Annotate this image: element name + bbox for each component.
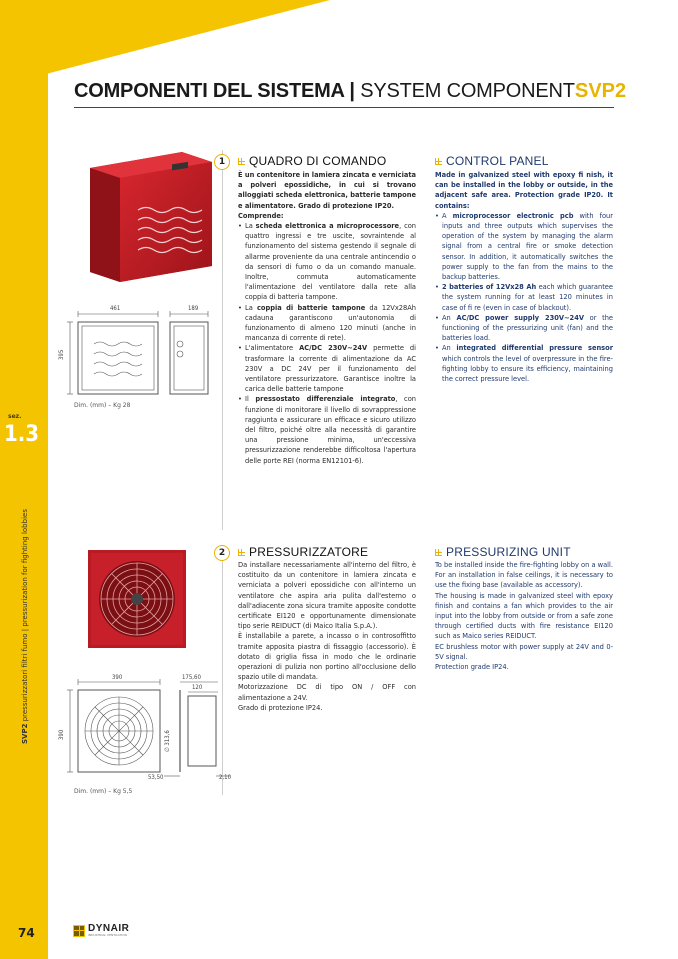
section-number-1: 1 [214,154,230,170]
list-item: • An AC/DC power supply 230V~24V or the functioning of the pressurizing unit (fan) and the batteries load. [435,313,613,344]
pressurizer-drawing [60,676,235,788]
paragraph: È installabile a parete, a incasso o in controsoffitto tramite apposita piastra di fissaggio (accessorio). È dotato di griglia fissa in modo che le ordinarie operazioni di pulizia non portino all'occlusione dello spazio utile di mandata. [238,631,416,682]
heading-control-panel [435,154,549,168]
heading-pressurizing-unit [435,545,571,559]
heading-text: PRESSURIZING UNIT [446,545,571,559]
heading-text: CONTROL PANEL [446,154,549,168]
dim-thickness: 2,10 [219,774,232,781]
paragraph: EC brushless motor with power supply at 24V and 0-5V signal. [435,641,613,661]
dim-height: 395 [58,349,65,360]
list-item: • An integrated differential pressure sensor which controls the level of overpressure in the fire-fighting lobby to ensure its efficiency, maintaining the correct pressure level. [435,343,613,384]
side-running-text [21,509,29,744]
paragraph: Da installare necessariamente all'interno del filtro, è costituito da un contenitore in lamiera zincata e verniciata a polveri epossidiche con all'interno un ventilatore che aspira aria pulita dall'esterno o dall'adiacente zona sicura tramite apposite condotte certificate EI120 e opportunamente dimensionate tipo serie REIDUCT (di Maico Italia S.p.A.). [238,560,416,631]
paragraph: Grado di protezione IP24. [238,702,323,712]
heading-bullet-icon [435,549,442,556]
paragraph: The housing is made in galvanized steel with epoxy finish and contains a fan which provides to the air input into the lobby from outside or from a safe zone through certified ducts with fire resistance EI120 such as Maico series REIDUCT. [435,590,613,641]
dynair-logo [73,924,129,937]
section-number-2: 2 [214,545,230,561]
heading-bullet-icon [238,549,245,556]
heading-bullet-icon [238,158,245,165]
comprende-label: Comprende: [238,210,284,220]
dim-diameter: ∅ 313,6 [164,730,171,752]
heading-bullet-icon [435,158,442,165]
dim-width-2: 390 [112,674,123,681]
control-panel-image [86,148,214,290]
section1-english-text [435,170,613,384]
paragraph: Motorizzazione DC di tipo ON / OFF con alimentazione a 24V. [238,682,416,702]
page-number: 74 [18,926,35,940]
section2-italian-text [238,560,416,713]
dim-depth-2: 120 [192,684,203,691]
list-item: • L'alimentatore AC/DC 230V~24V permette di trasformare la corrente di alimentazione da AC 230V a DC 24V per il funzionamento del ventilatore pressurizzatore. Garantisce inoltre la carica delle batterie tampone [238,343,416,394]
title-divider [74,107,614,108]
side-text-model: SVP2 [21,723,29,744]
dim-depth-total: 175,60 [182,674,201,681]
page-title [74,80,588,103]
title-italian: COMPONENTI DEL SISTEMA | [74,80,361,102]
list-item: • 2 batteries of 12Vx28 Ah each which guarantee the system running for at least 120 minutes in case of fi re (even in case of blackout). [435,282,613,313]
yellow-side-strip [0,0,48,959]
logo-mark-icon [73,925,85,937]
logo-brand: DYNAIR [88,923,130,934]
paragraph: Protection grade IP24. [435,662,509,672]
dims-caption-1: Dim. (mm) – Kg 28 [74,402,131,409]
list-item: • Il pressostato differenziale integrato, con funzione di monitorare il livello di sovrappressione raggiunta e assicurare un efficace e sicuro utilizzo del filtro, poiché oltre alla necessità di garantire una pressione minima, un'eccessiva pressurizzazione renderebbe difficoltosa l'apertura delle porte REI (norma EN12101-6). [238,394,416,465]
intro-en: Made in galvanized steel with epoxy fi nish, it can be installed in the lobby or outside, in the adjacent safe area. Protection grade IP20. It contains: [435,170,613,210]
heading-text: QUADRO DI COMANDO [249,154,387,168]
control-panel-drawing [60,302,220,406]
model-name: SVP2 [575,80,627,102]
paragraph: To be installed inside the fire-fighting lobby on a wall. For an installation in false ceilings, it is necessary to use the fixing base (available as accessory). [435,560,613,590]
side-text-rest: pressurizzatori filtri fumo | pressurization for fighting lobbies [21,509,29,724]
heading-pressurizzatore [238,545,368,559]
dim-height-2: 390 [58,729,65,740]
dims-caption-2: Dim. (mm) – Kg 5,5 [74,788,133,795]
section-number: 1.3 [4,422,40,447]
column-divider-1 [222,150,223,530]
pressurizer-image [88,550,186,652]
heading-text: PRESSURIZZATORE [249,545,369,559]
intro-it: È un contenitore in lamiera zincata e verniciata a polveri epossidiche, in cui si trovano alloggiati scheda elettronica, batterie tampone e alimentatore. Grado di protezione IP20. [238,170,416,210]
list-item: • La coppia di batterie tampone da 12Vx28Ah cadauna garantiscono un'autonomia di funzionamento di almeno 120 minuti (anche in mancanza di corrente di rete). [238,303,416,344]
yellow-corner-triangle [0,0,330,86]
section1-italian-text [238,170,416,466]
list-item: • A microprocessor electronic pcb with four inputs and three outputs which supervises the operation of the system by managing the alarm signal from a central fire or smoke detection sensor. In addition, it automatically switches the power supply to the fan from the mains to the backup batteries. [435,211,613,282]
logo-subtitle: INDUSTRIAL VENTILATION [88,933,127,937]
heading-quadro-di-comando [238,154,386,168]
section2-english-text [435,560,613,672]
dim-depth: 189 [188,305,199,312]
list-item: • La scheda elettronica a microprocessore, con quattro ingressi e tre uscite, sovraintende al funzionamento del sistema gestendo il segnale di allarme proveniente da una centrale antincendio o da sensori di fumo o da un comando manuale. Inoltre, commuta automaticamente l'alimentazione del ventilatore dalla rete alla coppia di batteria tampone. [238,221,416,303]
dim-width: 461 [110,305,121,312]
dim-offset: 53,50 [148,774,164,781]
title-english: SYSTEM COMPONENTS [360,80,588,102]
section-label: sez. [8,413,22,420]
